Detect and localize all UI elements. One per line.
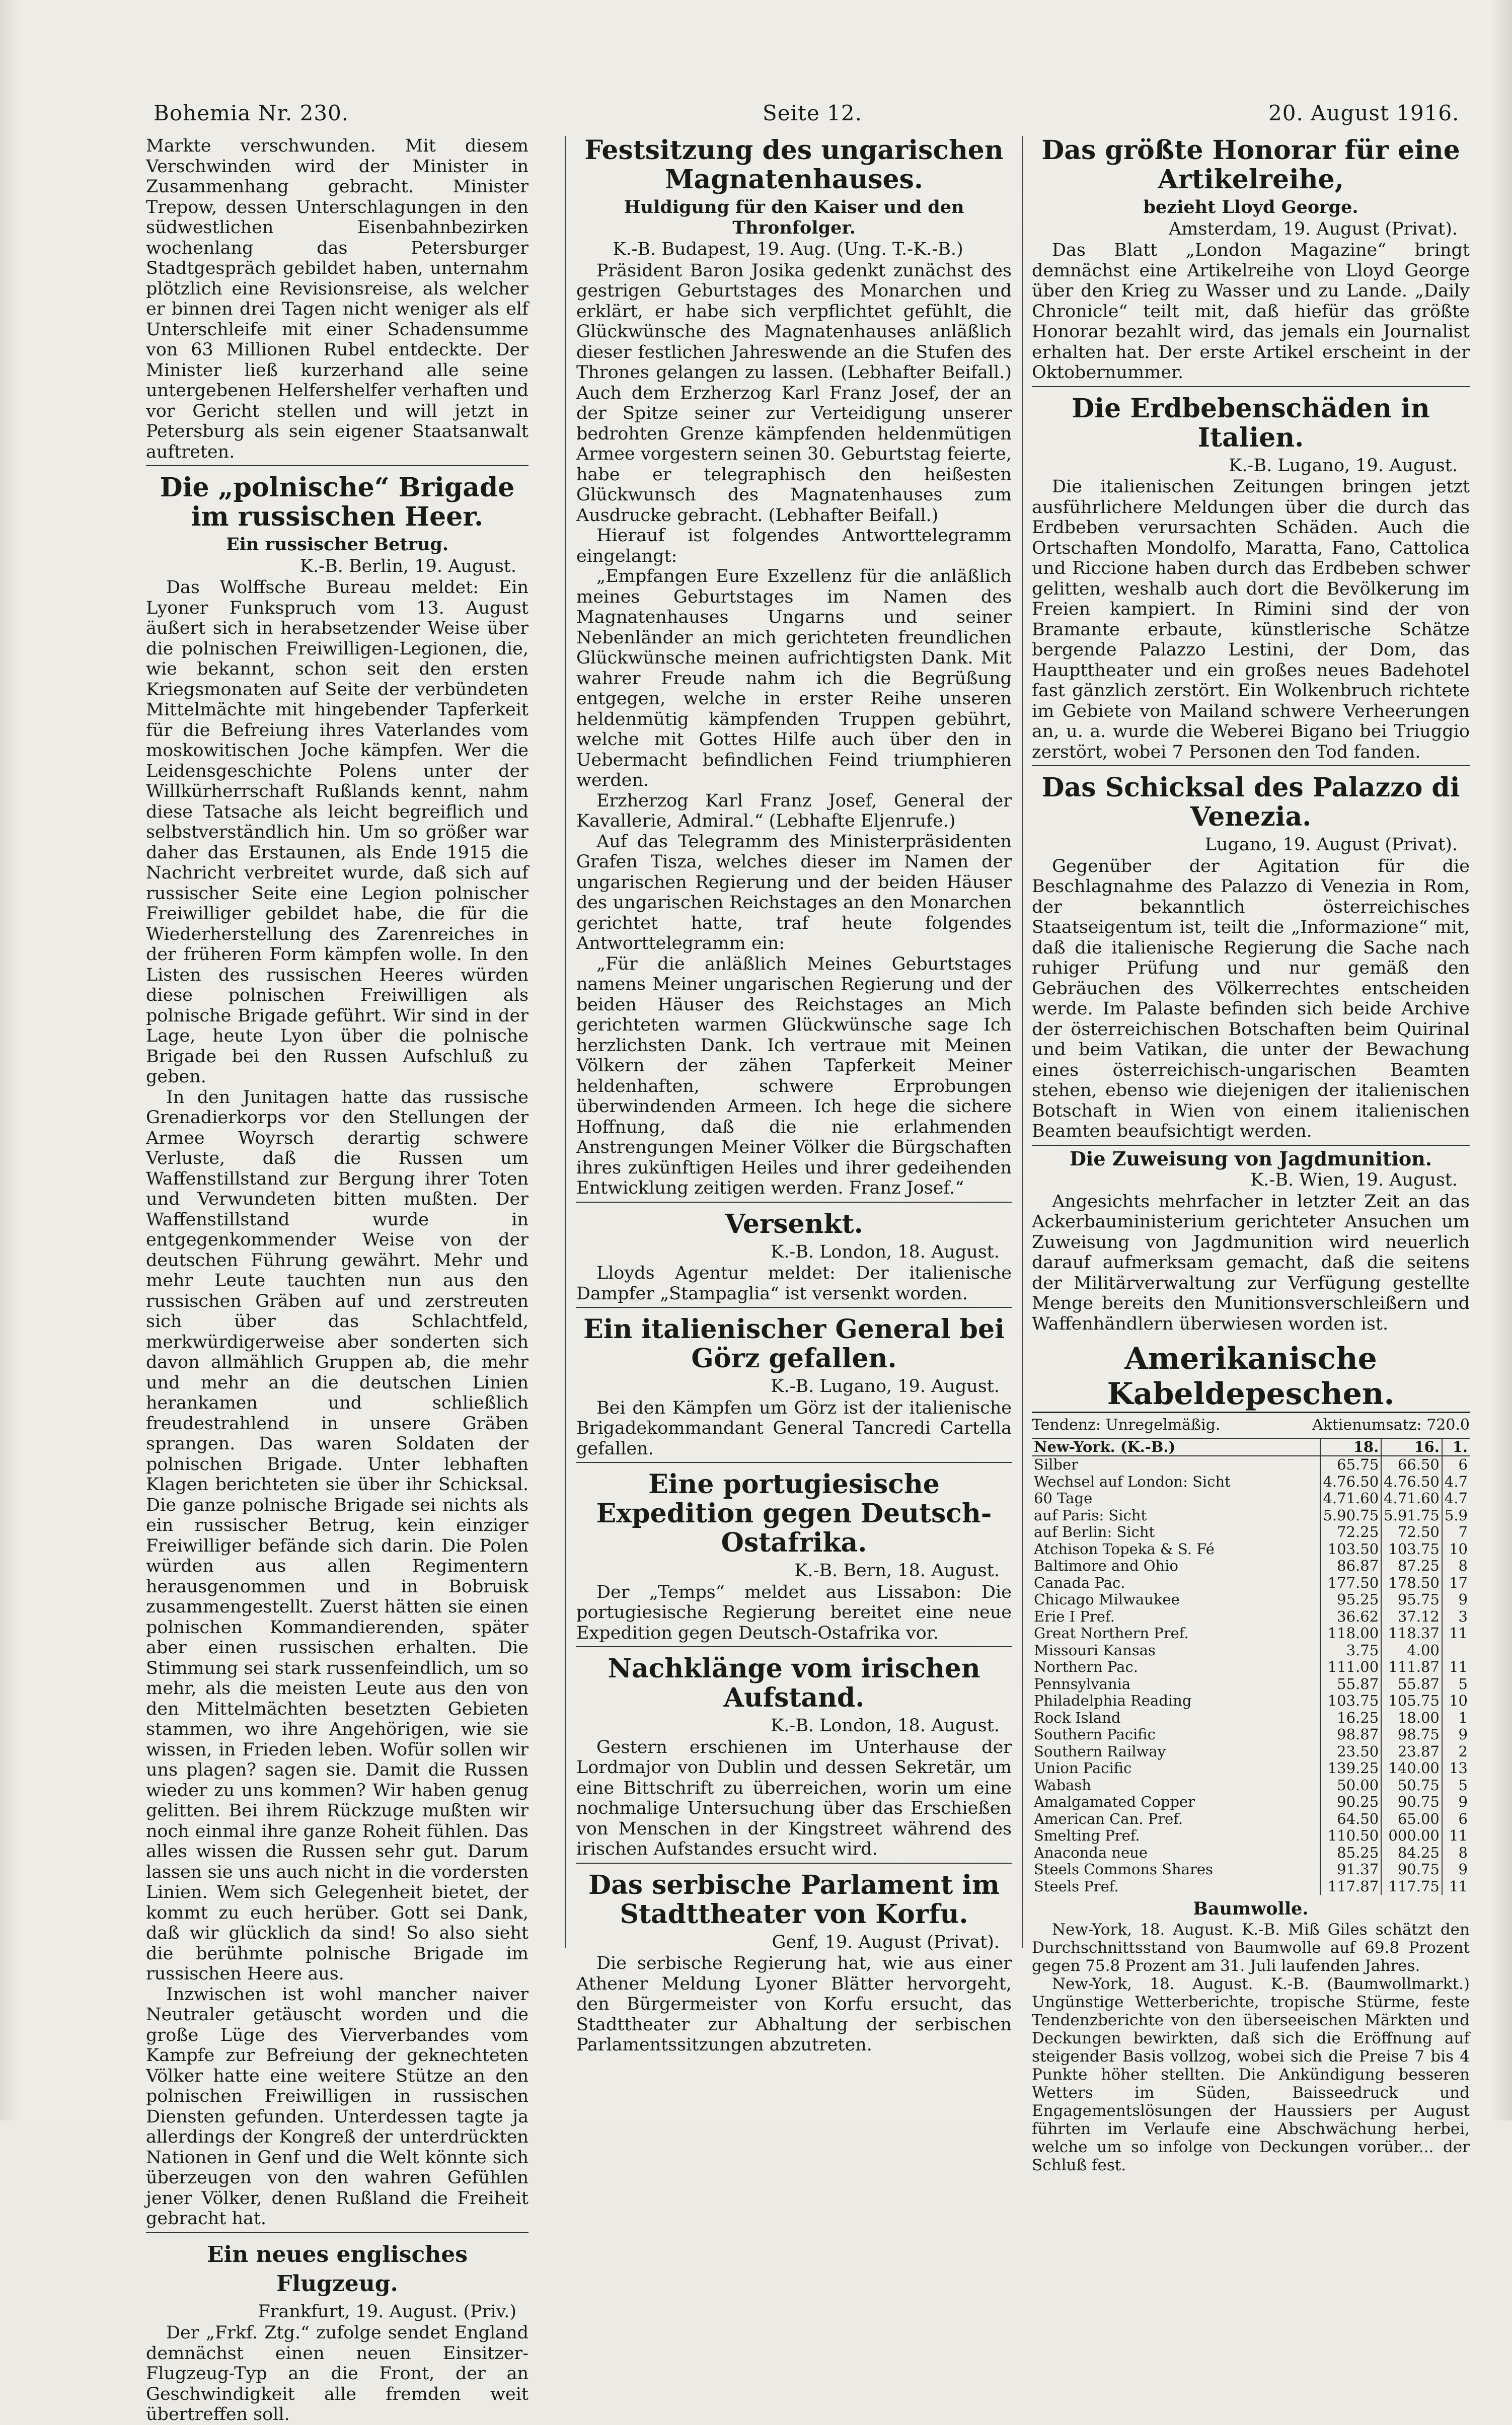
quote-value: 3	[1442, 1608, 1470, 1626]
article-separator	[576, 1462, 1012, 1463]
quote-value: 9	[1442, 1861, 1470, 1878]
article-paragraph: „Für die anläßlich Meines Geburtstages namens Meiner ungarischen Regierung und der beiden Häuser des Reichstages an Mich gerichteten warmen Glückwünsche sage Ich herzlichsten Dank. Ich vertraue mit Meinen Völkern der zähen Tapferkeit Meiner heldenhaften, schwere Erprobungen überwindenden Armeen. Ich hege die sichere Hoffnung, daß die nie erlahmenden Anstrengungen Meiner Völker die Bürgschaften ihres zukünftigen Heiles und ihrer gedeihenden Entwicklung zeitigen werden. Franz Josef.“	[576, 953, 1012, 1198]
quote-value: 178.50	[1381, 1575, 1442, 1592]
article-paragraph: Angesichts mehrfacher in letzter Zeit an das Ackerbauministerium gerichteter Ansuchen um Zuweisung von Jagdmunition wird neuerlich darauf aufmerksam gemacht, daß die seitens der Militärverwaltung zur Verfügung gestellte Menge bereits den Munitionsverschleißern und Waffenhändlern überwiesen worden ist.	[1032, 1191, 1470, 1334]
quote-value: 140.00	[1381, 1760, 1442, 1777]
quote-value: 11	[1442, 1625, 1470, 1642]
article-separator	[576, 1307, 1012, 1308]
article-paragraph: Bei den Kämpfen um Görz ist der italienische Brigadekommandant General Tancredi Cartella gefallen.	[576, 1398, 1012, 1459]
article-continuation: Markte verschwunden. Mit diesem Verschwinden wird der Minister in Zusammenhang gebracht. Minister Trepow, dessen Unterschlagungen in den südwestlichen Eisenbahnbezirken wochenlang das Petersburger Stadtgespräch gebildet haben, unternahm plötzlich eine Revisionsreise, als welcher er binnen drei Tagen nicht weniger als elf Unterschleife mit einer Schadensumme von 63 Millionen Rubel entdeckte. Der Minister ließ kurzerhand alle seine untergebenen Helfershelfer verhaften und vor Gericht stellen und will jetzt in Petersburg als sein eigener Staatsanwalt auftreten.	[146, 136, 528, 462]
cotton-section-title: Baumwolle.	[1193, 1898, 1309, 1919]
table-row	[1032, 1625, 1470, 1642]
column-1	[146, 136, 528, 2424]
quote-value: 13	[1442, 1760, 1470, 1777]
article-title: Festsitzung des ungarischen Magnatenhauses.	[584, 135, 1004, 195]
table-row	[1032, 1456, 1470, 1474]
quote-value: 4.76.50	[1320, 1474, 1381, 1491]
market-tendency: Tendenz: Unregelmäßig.	[1032, 1416, 1221, 1434]
quote-value: 18.00	[1381, 1710, 1442, 1727]
security-name: Amalgamated Copper	[1034, 1793, 1195, 1810]
table-row	[1032, 1659, 1470, 1676]
quote-value: 4.71.60	[1320, 1490, 1381, 1507]
table-row	[1032, 1827, 1470, 1845]
article-paragraph: Auf das Telegramm des Ministerpräsidenten Grafen Tisza, welches dieser im Namen der ungarischen Regierung und der beiden Häuser des ungarischen Reichstages an den Monarchen gerichtet hatte, traf heute folgendes Antworttelegramm ein:	[576, 831, 1012, 953]
article-subtitle: Huldigung für den Kaiser und den Thronfolger.	[624, 197, 964, 238]
table-row	[1032, 1760, 1470, 1777]
security-name: Baltimore and Ohio	[1034, 1557, 1178, 1574]
table-row	[1032, 1524, 1470, 1541]
column-header: 18.	[1320, 1439, 1381, 1456]
article-title: Das größte Honorar für eine Artikelreihe,	[1041, 135, 1460, 195]
table-row	[1032, 1558, 1470, 1575]
article-dateline: Genf, 19. August (Privat).	[772, 1932, 1000, 1952]
quote-value: 64.50	[1320, 1811, 1381, 1828]
quote-value: 103.75	[1320, 1693, 1381, 1710]
table-row	[1032, 1743, 1470, 1760]
quote-value: 95.25	[1320, 1591, 1381, 1608]
table-row	[1032, 1777, 1470, 1794]
quote-value: 16.25	[1320, 1710, 1381, 1727]
table-header-label: New-York. (K.-B.)	[1032, 1439, 1320, 1456]
quote-value: 4.7	[1442, 1474, 1470, 1491]
quote-value: 118.00	[1320, 1625, 1381, 1642]
article-separator	[146, 465, 528, 466]
article-dateline: K.-B. Lugano, 19. August.	[771, 1376, 1000, 1397]
security-name: Erie I Pref.	[1034, 1607, 1115, 1625]
article-paragraph: Der „Frkf. Ztg.“ zufolge sendet England demnächst einen neuen Einsitzer-Flugzeug-Typ an die Front, der an Geschwindigkeit alle fremden weit übertreffen soll.	[146, 2323, 528, 2424]
table-row	[1032, 1845, 1470, 1862]
stock-quote-rows	[1032, 1456, 1470, 1895]
quote-value: 117.87	[1320, 1878, 1381, 1895]
table-header-row	[1032, 1439, 1470, 1456]
article-separator	[576, 1863, 1012, 1864]
quote-value: 117.75	[1381, 1878, 1442, 1895]
quote-value: 1	[1442, 1710, 1470, 1727]
quote-value: 139.25	[1320, 1760, 1381, 1777]
quote-value: 5	[1442, 1676, 1470, 1693]
article-paragraph: Inzwischen ist wohl mancher naiver Neutraler getäuscht worden und die große Lüge des Vierverbandes vom Kampfe zur Befreiung der geknechteten Völker hatte eine weitere Stütze an den polnischen Freiwilligen in russischen Diensten gefunden. Unterdessen tagte ja allerdings der Kongreß der unterdrückten Nationen in Genf und die Welt könnte sich überzeugen von den wahren Gefühlen jener Völker, denen Rußland die Freiheit gebracht hat.	[146, 1984, 528, 2229]
quote-value: 3.75	[1320, 1642, 1381, 1659]
table-row	[1032, 1608, 1470, 1626]
article-dateline: K.-B. Wien, 19. August.	[1250, 1170, 1458, 1190]
security-name: Union Pacific	[1034, 1759, 1132, 1777]
article-paragraph: Die serbische Regierung hat, wie aus einer Athener Meldung Lyoner Blätter hervorgeht, den Bürgermeister von Korfu ersucht, das Stadttheater zur Abhaltung der serbischen Parlamentssitzungen abzutreten.	[576, 1953, 1012, 2055]
quote-value: 85.25	[1320, 1845, 1381, 1862]
article-paragraph: New-York, 18. August. K.-B. Miß Giles schätzt den Durchschnittsstand von Baumwolle auf 69.8 Prozent gegen 75.8 Prozent am 31. Juli laufenden Jahres.	[1032, 1920, 1470, 1975]
quote-value: 8	[1442, 1558, 1470, 1575]
quote-value: 105.75	[1381, 1693, 1442, 1710]
table-row	[1032, 1490, 1470, 1507]
article-title: Das serbische Parlament im Stadttheater von Korfu.	[588, 1869, 1000, 1930]
quote-value: 9	[1442, 1726, 1470, 1743]
security-name: 60 Tage	[1034, 1490, 1093, 1507]
table-row	[1032, 1507, 1470, 1524]
quote-value: 118.37	[1381, 1625, 1442, 1642]
security-name: American Can. Pref.	[1034, 1810, 1183, 1827]
quote-value: 23.50	[1320, 1743, 1381, 1760]
article-dateline: K.-B. Berlin, 19. August.	[299, 556, 516, 576]
article-dateline: K.-B. London, 18. August.	[771, 1241, 1000, 1262]
quote-value: 72.50	[1381, 1524, 1442, 1541]
quote-value: 4.71.60	[1381, 1490, 1442, 1507]
quote-value: 4.7	[1442, 1490, 1470, 1507]
security-name: Steels Commons Shares	[1034, 1861, 1213, 1878]
quote-value: 98.75	[1381, 1726, 1442, 1743]
table-row	[1032, 1710, 1470, 1727]
article-dateline: K.-B. Bern, 18. August.	[794, 1561, 1000, 1581]
security-name: Canada Pac.	[1034, 1574, 1125, 1591]
quote-value: 2	[1442, 1743, 1470, 1760]
article-paragraph: In den Junitagen hatte das russische Grenadierkorps vor den Stellungen der Armee Woyrsch derartig schwere Verluste, daß die Russen um Waffenstillstand zur Bergung ihrer Toten und Verwundeten bitten mußten. Der Waffenstillstand wurde in entgegenkommender Weise von der deutschen Führung gewährt. Mehr und mehr Leute tauchten nun aus den russischen Gräben auf und zerstreuten sich über das Schlachtfeld, merkwürdigerweise aber sonderten sich davon allmählich Gruppen ab, die mehr und mehr an die deutschen Linien herankamen und schließlich freudestrahlend in unsere Gräben sprangen. Das waren Soldaten der polnischen Brigade. Unter lebhaften Klagen berichteten sie über ihr Schicksal. Die ganze polnische Brigade sei nichts als ein russischer Betrug, kein einziger Freiwilliger befände sich darin. Die Polen würden aus allen Regimentern herausgenommen und in Bobruisk zusammengestellt. Zuerst hätten sie einen polnischen Kommandierenden, später aber einen russischen erhalten. Die Stimmung sei stark russenfeindlich, um so mehr, als die meisten Leute aus den von den Mittelmächten besetzten Gebieten stammen, wo ihre Angehörigen, wie sie wissen, in Frieden leben. Wofür sollen wir uns plagen? sagen sie. Damit die Russen wieder zu uns kommen? Wir haben genug gelitten. Bei ihrem Rückzuge mußten wir noch einmal ihre ganze Roheit fühlen. Das alles wissen die Russen sehr gut. Darum lassen sie uns auch nicht in die vordersten Linien. Wem sich Gelegenheit bietet, der kommt zu euch herüber. Gott sei Dank, daß wir glücklich da sind! So also sieht die berühmte polnische Brigade im russischen Heere aus.	[146, 1087, 528, 1984]
article-dateline: Lugano, 19. August (Privat).	[1204, 835, 1458, 855]
security-name: Pennsylvania	[1034, 1675, 1131, 1693]
security-name: Rock Island	[1034, 1709, 1121, 1726]
quote-value: 8	[1442, 1845, 1470, 1862]
article-subtitle: Ein russischer Betrug.	[225, 534, 449, 555]
cable-table-meta	[1032, 1413, 1470, 1439]
quote-value: 87.25	[1381, 1558, 1442, 1575]
quote-value: 55.87	[1381, 1676, 1442, 1693]
table-row	[1032, 1861, 1470, 1878]
security-name: Steels Pref.	[1034, 1877, 1119, 1895]
security-name: Wabash	[1034, 1776, 1091, 1794]
security-name: Southern Pacific	[1034, 1726, 1156, 1743]
quote-value: 103.50	[1320, 1541, 1381, 1558]
article-paragraph: Die italienischen Zeitungen bringen jetzt ausführlichere Meldungen über die durch das Erdbeben verursachten Schäden. Auch die Ortschaften Mondolfo, Maratta, Fano, Cattolica und Riccione haben durch das Erdbeben schwer gelitten, weshalb auch dort die Bevölkerung im Freien kampiert. In Rimini sind der von Bramante erbaute, künstlerische Schätze bergende Palazzo Lestini, der Dom, das Haupttheater und ein großes neues Badehotel fast gänzlich zerstört. Ein Wolkenbruch richtete im Gebiete von Mailand schwere Verheerungen an, u. a. wurde die Weberei Bigano bei Triuggio zerstört, wobei 7 Personen den Tod fanden.	[1032, 477, 1470, 762]
quote-value: 86.87	[1320, 1558, 1381, 1575]
quote-value: 50.75	[1381, 1777, 1442, 1794]
security-name: Missouri Kansas	[1034, 1641, 1156, 1659]
security-name: Southern Railway	[1034, 1742, 1166, 1760]
table-row	[1032, 1811, 1470, 1828]
article-paragraph: Das Wolffsche Bureau meldet: Ein Lyoner Funkspruch vom 13. August äußert sich in herabsetzender Weise über die polnischen Freiwilligen-Legionen, die, wie bekannt, schon seit den ersten Kriegsmonaten auf Seite der verbündeten Mittelmächte mit hingebender Tapferkeit für die Befreiung ihres Vaterlandes vom moskowitischen Joche kämpfen. Wer die Leidensgeschichte Polens unter der Willkürherrschaft Rußlands kennt, nahm diese Tatsache als leicht begreiflich und selbstverständlich hin. Um so größer war daher das Erstaunen, als Ende 1915 die Nachricht verbreitet wurde, daß sich auf russischer Seite eine Legion polnischer Freiwilliger gebildet habe, die für die Wiederherstellung des Zarenreiches in der früheren Form kämpfen wolle. In den Listen des russischen Heeres würden diese polnischen Freiwilligen als polnische Brigade geführt. Wir sind in der Lage, heute Lyon über die polnische Brigade bei den Russen Aufschluß zu geben.	[146, 577, 528, 1087]
quote-value: 95.75	[1381, 1591, 1442, 1608]
quote-value: 98.87	[1320, 1726, 1381, 1743]
article-title: Die Erdbebenschäden in Italien.	[1072, 393, 1430, 453]
page-number: Seite 12.	[763, 101, 862, 125]
article-title: Ein italienischer General bei Görz gefallen.	[583, 1314, 1005, 1374]
table-row	[1032, 1541, 1470, 1558]
quote-value: 17	[1442, 1575, 1470, 1592]
security-name: Smelting Pref.	[1034, 1827, 1140, 1844]
table-row	[1032, 1575, 1470, 1592]
article-paragraph: Gegenüber der Agitation für die Beschlagnahme des Palazzo di Venezia in Rom, der bekanntlich österreichisches Staatseigentum ist, teilt die „Informazione“ mit, daß die italienische Regierung die Sache nach ruhiger Prüfung und nur gemäß den Gebräuchen des Völkerrechtes entscheiden werde. Im Palaste befinden sich beide Archive der österreichischen Botschaften beim Quirinal und beim Vatikan, die unter der Bewachung eines österreichisch-ungarischen Beamten stehen, ebenso wie diejenigen der italienischen Botschaft in Wien von einem italienischen Beamten beaufsichtigt werden.	[1032, 856, 1470, 1141]
article-dateline: K.-B. London, 18. August.	[771, 1716, 1000, 1736]
quote-value: 91.37	[1320, 1861, 1381, 1878]
quote-value: 36.62	[1320, 1608, 1381, 1626]
column-header: 16.	[1381, 1439, 1442, 1456]
column-2	[576, 135, 1012, 2055]
article-title: Versenkt.	[725, 1208, 863, 1239]
article-paragraph: Präsident Baron Josika gedenkt zunächst des gestrigen Geburtstages des Monarchen und erklärt, er habe sich verpflichtet gefühlt, die Glückwünsche des Magnatenhauses anläßlich dieser festlichen Jahreswende an die Stufen des Thrones gelangen zu lassen. (Lebhafter Beifall.) Auch dem Erzherzog Karl Franz Josef, der an der Spitze seiner zur Verteidigung unserer bedrohten Grenze kämpfenden heldenmütigen Armee vorgestern seinen 30. Geburtstag feierte, habe er telegraphisch den heißesten Glückwunsch des Magnatenhauses zum Ausdrucke gebracht. (Lebhafter Beifall.)	[576, 260, 1012, 526]
article-paragraph: „Empfangen Eure Exzellenz für die anläßlich meines Geburtstages im Namen des Magnatenhauses Ungarns und seiner Nebenländer an mich gerichteten freundlichen Glückwünsche meinen aufrichtigsten Dank. Mit wahrer Freude nahm ich die Begrüßung entgegen, welche in erster Reihe unseren heldenmütig kämpfenden Truppen gebührt, welche mit Gottes Hilfe auch über den in Uebermacht befindlichen Feind triumphieren werden.	[576, 566, 1012, 790]
quote-value: 72.25	[1320, 1524, 1381, 1541]
quote-value: 10	[1442, 1541, 1470, 1558]
quote-value	[1442, 1642, 1470, 1659]
article-dateline: Frankfurt, 19. August. (Priv.)	[258, 2301, 516, 2322]
quote-value: 90.75	[1381, 1794, 1442, 1811]
column-header: 1.	[1442, 1439, 1470, 1456]
issue-number: Bohemia Nr. 230.	[154, 101, 349, 125]
security-name: Philadelphia Reading	[1034, 1692, 1192, 1709]
article-paragraph: Der „Temps“ meldet aus Lissabon: Die portugiesische Regierung bereitet eine neue Expedition gegen Deutsch-Ostafrika vor.	[576, 1582, 1012, 1643]
article-title: Eine portugiesische Expedition gegen Deutsch-Ostafrika.	[596, 1469, 992, 1558]
cable-table-title: Amerikanische Kabeldepeschen.	[1032, 1341, 1470, 1413]
security-name: Great Northern Pref.	[1034, 1625, 1189, 1642]
quote-value: 84.25	[1381, 1845, 1442, 1862]
article-dateline: Amsterdam, 19. August (Privat).	[1169, 218, 1458, 239]
quote-value: 4.76.50	[1381, 1474, 1442, 1491]
table-row	[1032, 1794, 1470, 1811]
table-row	[1032, 1642, 1470, 1659]
article-separator	[146, 2232, 528, 2233]
security-name: Atchison Topeka & S. Fé	[1034, 1540, 1215, 1558]
security-name: auf Paris: Sicht	[1034, 1506, 1147, 1524]
article-paragraph: Lloyds Agentur meldet: Der italienische Dampfer „Stampaglia“ ist versenkt worden.	[576, 1263, 1012, 1304]
quote-value: 10	[1442, 1693, 1470, 1710]
security-name: Anaconda neue	[1034, 1844, 1148, 1861]
article-title: Nachklänge vom irischen Aufstand.	[608, 1653, 980, 1713]
quote-value: 11	[1442, 1827, 1470, 1845]
quote-value: 177.50	[1320, 1575, 1381, 1592]
article-separator	[576, 1202, 1012, 1203]
security-name: Wechsel auf London: Sicht	[1034, 1473, 1231, 1490]
table-row	[1032, 1591, 1470, 1608]
article-dateline: K.-B. Lugano, 19. August.	[1229, 455, 1458, 476]
quote-value: 90.75	[1381, 1861, 1442, 1878]
article-title: Ein neues englisches Flugzeug.	[206, 2241, 468, 2297]
article-paragraph: Hierauf ist folgendes Antworttelegramm eingelangt:	[576, 526, 1012, 566]
article-separator	[576, 1646, 1012, 1647]
quote-value: 6	[1442, 1456, 1470, 1474]
quote-value: 103.75	[1381, 1541, 1442, 1558]
column-divider	[1022, 136, 1023, 1948]
table-row	[1032, 1676, 1470, 1693]
quote-value: 111.87	[1381, 1659, 1442, 1676]
article-separator	[1032, 1145, 1470, 1146]
quote-value: 9	[1442, 1591, 1470, 1608]
quote-value: 111.00	[1320, 1659, 1381, 1676]
quote-value: 55.87	[1320, 1676, 1381, 1693]
quote-value: 23.87	[1381, 1743, 1442, 1760]
table-row	[1032, 1726, 1470, 1743]
article-paragraph: Erzherzog Karl Franz Josef, General der Kavallerie, Admiral.“ (Lebhafte Eljenrufe.)	[576, 790, 1012, 831]
security-name: Silber	[1034, 1456, 1079, 1473]
quote-value: 5.9	[1442, 1507, 1470, 1524]
article-subtitle: bezieht Lloyd George.	[1143, 197, 1358, 217]
article-paragraph: Gestern erschienen im Unterhause der Lordmajor von Dublin und dessen Sekretär, um eine Bittschrift zu überreichen, worin um eine nochmalige Untersuchung über das Erschießen von Menschen in der Kingstreet während des irischen Aufstandes ersucht wird.	[576, 1737, 1012, 1859]
quote-value: 50.00	[1320, 1777, 1381, 1794]
quote-value: 65.00	[1381, 1811, 1442, 1828]
quote-value: 110.50	[1320, 1827, 1381, 1845]
quote-value: 11	[1442, 1659, 1470, 1676]
security-name: Chicago Milwaukee	[1034, 1591, 1180, 1608]
quote-value: 4.00	[1381, 1642, 1442, 1659]
security-name: auf Berlin: Sicht	[1034, 1523, 1155, 1540]
table-row	[1032, 1474, 1470, 1491]
article-paragraph: Das Blatt „London Magazine“ bringt demnächst eine Artikelreihe von Lloyd George über den Krieg zu Wasser und zu Lande. „Daily Chronicle“ teilt mit, daß hiefür das größte Honorar bezahlt wird, das jemals ein Journalist erhalten hat. Der erste Artikel erscheint in der Oktobernummer.	[1032, 240, 1470, 383]
quote-value: 000.00	[1381, 1827, 1442, 1845]
share-turnover: Aktienumsatz: 720.0	[1312, 1416, 1470, 1434]
article-paragraph: New-York, 18. August. K.-B. (Baumwollmarkt.) Ungünstige Wetterberichte, tropische Stürme, feste Tendenzberichte von den überseeischen Märkten und Deckungen bewirkten, daß sich die Eröffnung auf steigender Basis vollzog, wobei sich die Preise 7 bis 4 Punkte höher stellten. Die Ankündigung besseren Wetters im Süden, Baisseedruck und Engagementslösungen der Haussiers per August führten im Verlaufe eine Abschwächung herbei, welche um so infolge von Deckungen vorüber... der Schluß fest.	[1032, 1974, 1470, 2174]
quote-value: 9	[1442, 1794, 1470, 1811]
column-divider	[565, 136, 566, 1948]
article-separator	[1032, 386, 1470, 387]
quote-value: 37.12	[1381, 1608, 1442, 1626]
quote-value: 5.90.75	[1320, 1507, 1381, 1524]
quote-value: 5	[1442, 1777, 1470, 1794]
quote-value: 65.75	[1320, 1456, 1381, 1474]
security-name: Northern Pac.	[1034, 1658, 1138, 1675]
table-row	[1032, 1878, 1470, 1895]
quote-value: 7	[1442, 1524, 1470, 1541]
article-dateline: K.-B. Budapest, 19. Aug. (Ung. T.-K.-B.)	[613, 239, 963, 259]
article-title: Das Schicksal des Palazzo di Venezia.	[1041, 772, 1460, 832]
quote-value: 11	[1442, 1878, 1470, 1895]
article-title: Die „polnische“ Brigade im russischen Heer.	[160, 472, 515, 532]
quote-value: 6	[1442, 1811, 1470, 1828]
stock-quote-table	[1032, 1439, 1470, 1895]
table-row	[1032, 1693, 1470, 1710]
article-title: Die Zuweisung von Jagdmunition.	[1069, 1147, 1432, 1170]
article-separator	[1032, 765, 1470, 766]
quote-value: 5.91.75	[1381, 1507, 1442, 1524]
quote-value: 66.50	[1381, 1456, 1442, 1474]
issue-date: 20. August 1916.	[1268, 101, 1460, 125]
quote-value: 90.25	[1320, 1794, 1381, 1811]
column-3	[1032, 135, 1470, 2174]
